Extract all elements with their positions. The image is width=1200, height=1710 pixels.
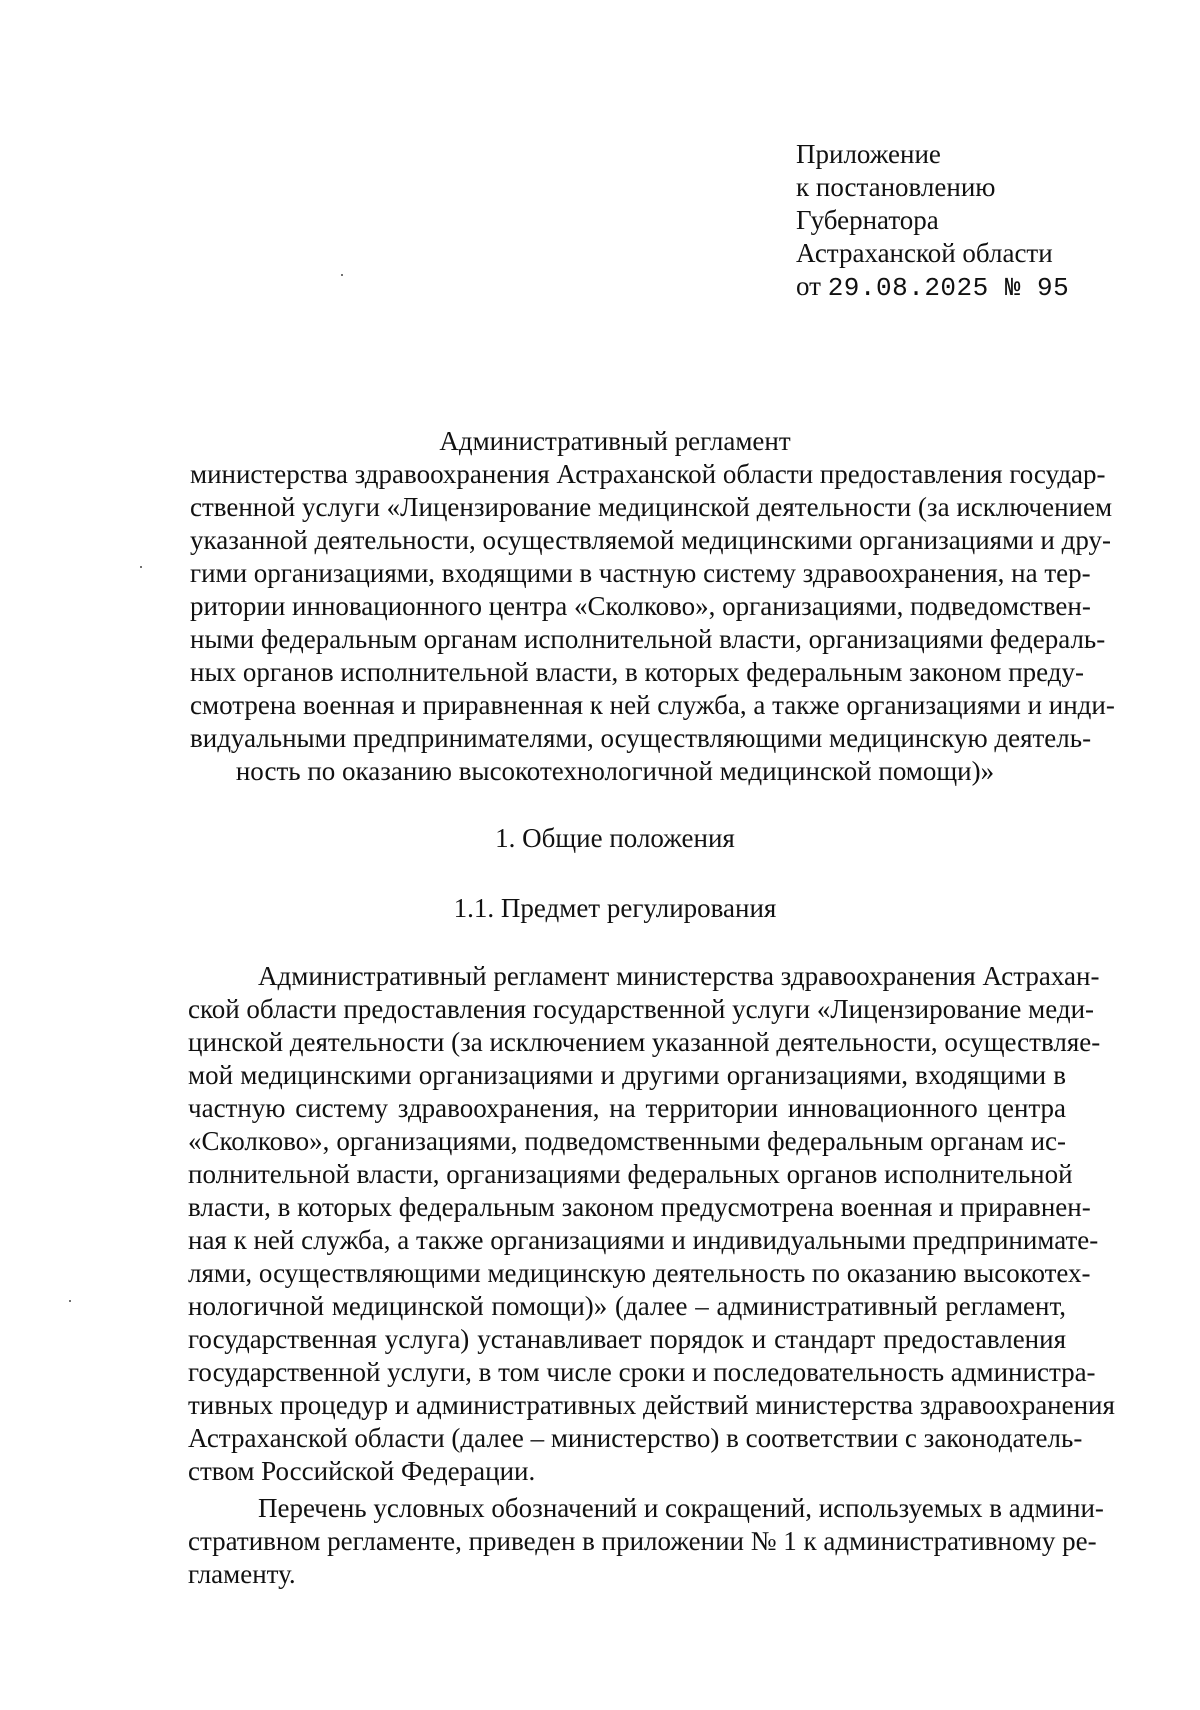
appendix-line: Губернатора [796, 205, 939, 235]
paragraph-2 [188, 1492, 1104, 1591]
paragraph-line: гламенту. [188, 1559, 296, 1589]
paragraph-line: частную систему здравоохранения, на территории инновационного центра [188, 1093, 1066, 1123]
appendix-line: к постановлению [796, 172, 996, 202]
appendix-line: Астраханской области [796, 238, 1053, 268]
title-line: ственной услуги «Лицензирование медицинской деятельности (за исключением [190, 492, 1113, 522]
title-line: смотрена военная и приравненная к ней служба, а также организациями и инди- [190, 690, 1115, 720]
paragraph-line: Перечень условных обозначений и сокращений, используемых в админи- [258, 1493, 1104, 1523]
paragraph-line: ная к ней служба, а также организациями и индивидуальными предпринимате- [188, 1225, 1099, 1255]
paragraph-line: лями, осуществляющими медицинскую деятельность по оказанию высокотех- [188, 1258, 1091, 1288]
appendix-date-line [796, 270, 1069, 305]
paragraph-1 [188, 960, 1115, 1488]
scan-speck [341, 274, 343, 276]
section-subheading: 1.1. Предмет регулирования [453, 893, 777, 923]
appendix-date-number: 29.08.2025 № 95 [827, 273, 1070, 303]
appendix-date-prefix: от [796, 271, 821, 301]
document-title [190, 425, 1115, 788]
paragraph-line: стративном регламенте, приведен в приложении № 1 к административному ре- [188, 1526, 1097, 1556]
paragraph-line: мой медицинскими организациями и другими организациями, входящими в [188, 1060, 1066, 1090]
paragraph-line: Астраханской области (далее – министерство) в соответствии с законодатель- [188, 1423, 1083, 1453]
scan-speck [140, 566, 142, 568]
scan-speck [69, 1300, 71, 1302]
title-line: гими организациями, входящими в частную систему здравоохранения, на тер- [190, 558, 1091, 588]
paragraph-line: государственная услуга) устанавливает порядок и стандарт предоставления [188, 1324, 1066, 1354]
title-line: ность по оказанию высокотехнологичной медицинской помощи)» [235, 756, 995, 786]
title-line: указанной деятельности, осуществляемой медицинскими организациями и дру- [190, 525, 1111, 555]
title-line: министерства здравоохранения Астраханской области предоставления государ- [190, 459, 1106, 489]
title-line: видуальными предпринимателями, осуществляющими медицинскую деятель- [190, 723, 1092, 753]
paragraph-line: нологичной медицинской помощи)» (далее – административный регламент, [188, 1291, 1066, 1321]
section-heading: 1. Общие положения [495, 823, 735, 853]
paragraph-line: государственной услуги, в том числе сроки и последовательность администра- [188, 1357, 1096, 1387]
appendix-header [796, 138, 1069, 305]
paragraph-line: Административный регламент министерства здравоохранения Астрахан- [258, 961, 1100, 991]
paragraph-line: ством Российской Федерации. [188, 1456, 536, 1486]
title-line: Административный регламент [439, 426, 791, 456]
paragraph-line: «Сколково», организациями, подведомственными федеральным органам ис- [188, 1126, 1066, 1156]
paragraph-line: власти, в которых федеральным законом предусмотрена военная и приравнен- [188, 1192, 1091, 1222]
title-line: ритории инновационного центра «Сколково», организациями, подведомствен- [190, 591, 1091, 621]
title-line: ными федеральным органам исполнительной власти, организациями федераль- [190, 624, 1106, 654]
paragraph-line: полнительной власти, организациями федеральных органов исполнительной [188, 1159, 1073, 1189]
paragraph-line: ской области предоставления государственной услуги «Лицензирование меди- [188, 994, 1095, 1024]
paragraph-line: тивных процедур и административных действий министерства здравоохранения [188, 1390, 1115, 1420]
appendix-line: Приложение [796, 139, 941, 169]
paragraph-line: цинской деятельности (за исключением указанной деятельности, осуществляе- [188, 1027, 1101, 1057]
title-line: ных органов исполнительной власти, в которых федеральным законом преду- [190, 657, 1085, 687]
